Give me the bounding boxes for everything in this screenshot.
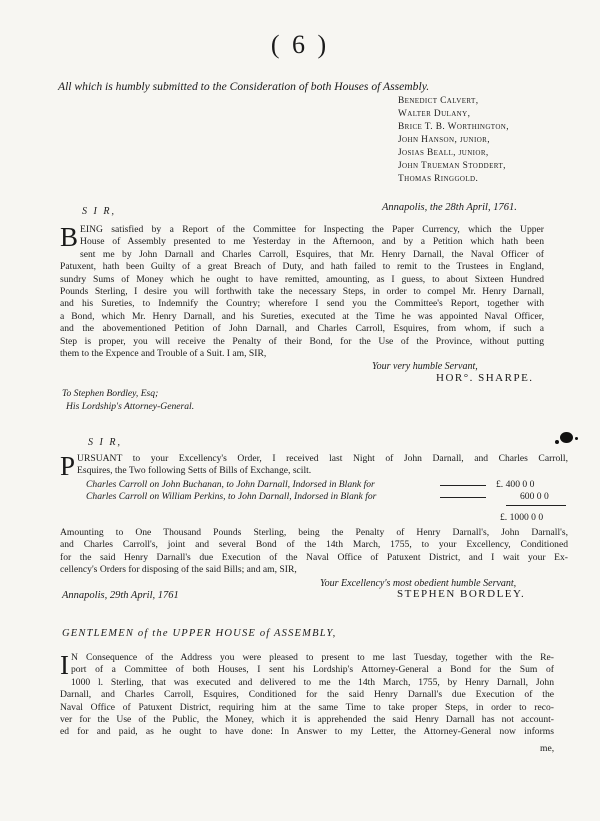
letter2-date: Annapolis, 29th April, 1761 bbox=[62, 590, 179, 601]
letter1-line: them to the Expence and Trouble of a Suit. I am, SIR, bbox=[60, 348, 267, 360]
bill-amount: £. 400 0 0 bbox=[496, 479, 535, 490]
letter2-dropcap: P bbox=[60, 451, 76, 481]
letter2-line: Amounting to One Thousand Pounds Sterling, being the Penalty of Henry Darnall's, John Darnall's, bbox=[60, 527, 568, 538]
letter3-body bbox=[60, 652, 554, 739]
letter3-line: port of a Committee of both Houses, I sent his Lordship's Attorney-General a Bond for the Sum of bbox=[71, 664, 554, 676]
letter2-line: cellency's Orders for disposing of the said Bills; and am, SIR, bbox=[60, 564, 297, 576]
address-line: His Lordship's Attorney-General. bbox=[66, 400, 195, 412]
letter3-dropcap: I bbox=[60, 650, 69, 680]
signatory: Josias Beall, junior, bbox=[398, 148, 489, 158]
signatories-list bbox=[398, 95, 509, 186]
bill-row: Charles Carroll on John Buchanan, to John Darnall, Indorsed in Blank for bbox=[86, 479, 375, 490]
ink-blot bbox=[555, 440, 559, 444]
letter1-line: Step is proper, you will receive the Penalty of their Bond, for the Use of the Province, without putting bbox=[60, 335, 544, 347]
letter1-dropcap: B bbox=[60, 222, 79, 252]
leader-line bbox=[440, 485, 486, 486]
letter3-line: ver for the Use of the Public, the Money, which it is apprehended the said Henry Darnall has not account- bbox=[60, 714, 554, 726]
ink-blot bbox=[560, 432, 573, 443]
signatory: John Trueman Stoddert, bbox=[398, 161, 506, 171]
letter2-signer: STEPHEN BORDLEY. bbox=[397, 588, 526, 600]
letter1-line: sundry Sums of Money which he ought to have remitted, amounting, as I guess, to about Sixteen Hundred bbox=[60, 273, 544, 285]
letter3-line: N Consequence of the Address you were pleased to present to me last Tuesday, together with the Re- bbox=[71, 652, 554, 663]
letter3-line: ed for and paid, as he ought to have done: In Answer to my Letter, the Attorney-General now informs bbox=[60, 726, 554, 738]
letter1-line: Pounds Sterling, I desire you will forthwith take the necessary Steps, in order to compel Mr. Henry Darnall, bbox=[60, 286, 544, 298]
letter2-body-continued bbox=[60, 527, 568, 577]
leader-line bbox=[440, 497, 486, 498]
bill-row: Charles Carroll on William Perkins, to John Darnall, Indorsed in Blank for bbox=[86, 491, 377, 502]
catchword: me, bbox=[540, 743, 555, 754]
sum-rule bbox=[506, 505, 566, 506]
letter1-line: House of Assembly presented to me Yesterday in the Afternoon, and by a Petition which hath been bbox=[80, 236, 544, 248]
signatory: Benedict Calvert, bbox=[398, 96, 479, 106]
letter1-line: and his Sureties, to Indemnify the Country; wherefore I send you the Committee's Report, together with bbox=[60, 298, 544, 310]
page-number: ( 6 ) bbox=[270, 30, 330, 59]
bill-amount: 600 0 0 bbox=[520, 491, 549, 502]
letter3-line: Darnall, and Charles Carroll, Esquires, Conditioned for the said Henry Darnall's due Execution of the bbox=[60, 689, 554, 701]
letter3-line: Naval Office of Patuxent District, requiring him at the same Time to take proper Steps, in order to reco- bbox=[60, 701, 554, 713]
letter1-salutation: S I R, bbox=[82, 206, 116, 217]
letter3-line: 1000 l. Sterling, that was executed and delivered to me the 14th March, 1755, by Henry Darnall, John bbox=[71, 676, 554, 688]
letter1-signer: HOR°. SHARPE. bbox=[436, 372, 534, 384]
letter1-line: Patuxent, hath been Guilty of a great Breach of Duty, and hath failed to remit to the Trustees in England, bbox=[60, 261, 544, 273]
bills-total: £. 1000 0 0 bbox=[500, 512, 544, 523]
letter3-salutation: GENTLEMEN of the UPPER HOUSE of ASSEMBLY, bbox=[62, 628, 337, 639]
signatory: Thomas Ringgold. bbox=[398, 174, 479, 184]
signatory: John Hanson, junior, bbox=[398, 135, 490, 145]
letter2-line: URSUANT to your Excellency's Order, I received last Night of John Darnall, and Charles Carroll, bbox=[77, 453, 568, 464]
letter2-salutation: S I R, bbox=[88, 437, 122, 448]
letter2-closing: Your Excellency's most obedient humble Servant, bbox=[320, 578, 517, 589]
letter1-line: and the abovementioned Petition of John Darnall, and Charles Carroll, Esquires, from whom, if such a bbox=[60, 323, 544, 335]
signatory: Brice T. B. Worthington, bbox=[398, 122, 509, 132]
letter1-closing: Your very humble Servant, bbox=[372, 361, 478, 372]
letter2-line: for the said Henry Darnall's due Execution of the Naval Office of Patuxent District, and I wait your Ex- bbox=[60, 551, 568, 563]
letter2-line: and Charles Carroll's, joint and several Bond of the 14th March, 1755, to your Excellency, Conditioned bbox=[60, 539, 568, 551]
ink-blot bbox=[575, 437, 578, 440]
letter1-date: Annapolis, the 28th April, 1761. bbox=[382, 202, 517, 213]
letter1-line: sent me by John Darnall and Charles Carroll, Esquires, that Mr. Henry Darnall, the Naval Officer of bbox=[80, 248, 544, 260]
letter2-line: Esquires, the Two following Setts of Bills of Exchange, scilt. bbox=[77, 465, 312, 477]
signatory: Walter Dulany, bbox=[398, 109, 471, 119]
letter1-address bbox=[62, 388, 194, 413]
letter1-line: EING satisfied by a Report of the Committee for Inspecting the Paper Currency, which the Upper bbox=[80, 224, 544, 235]
letter1-line: a Bond, which Mr. Henry Darnall, and his Sureties, executed at the Time he was appointed Naval Officer, bbox=[60, 310, 544, 322]
letter2-body bbox=[60, 451, 568, 481]
letter1-body bbox=[60, 224, 544, 360]
submission-statement: All which is humbly submitted to the Consideration of both Houses of Assembly. bbox=[58, 80, 430, 93]
address-line: To Stephen Bordley, Esq; bbox=[62, 388, 159, 399]
